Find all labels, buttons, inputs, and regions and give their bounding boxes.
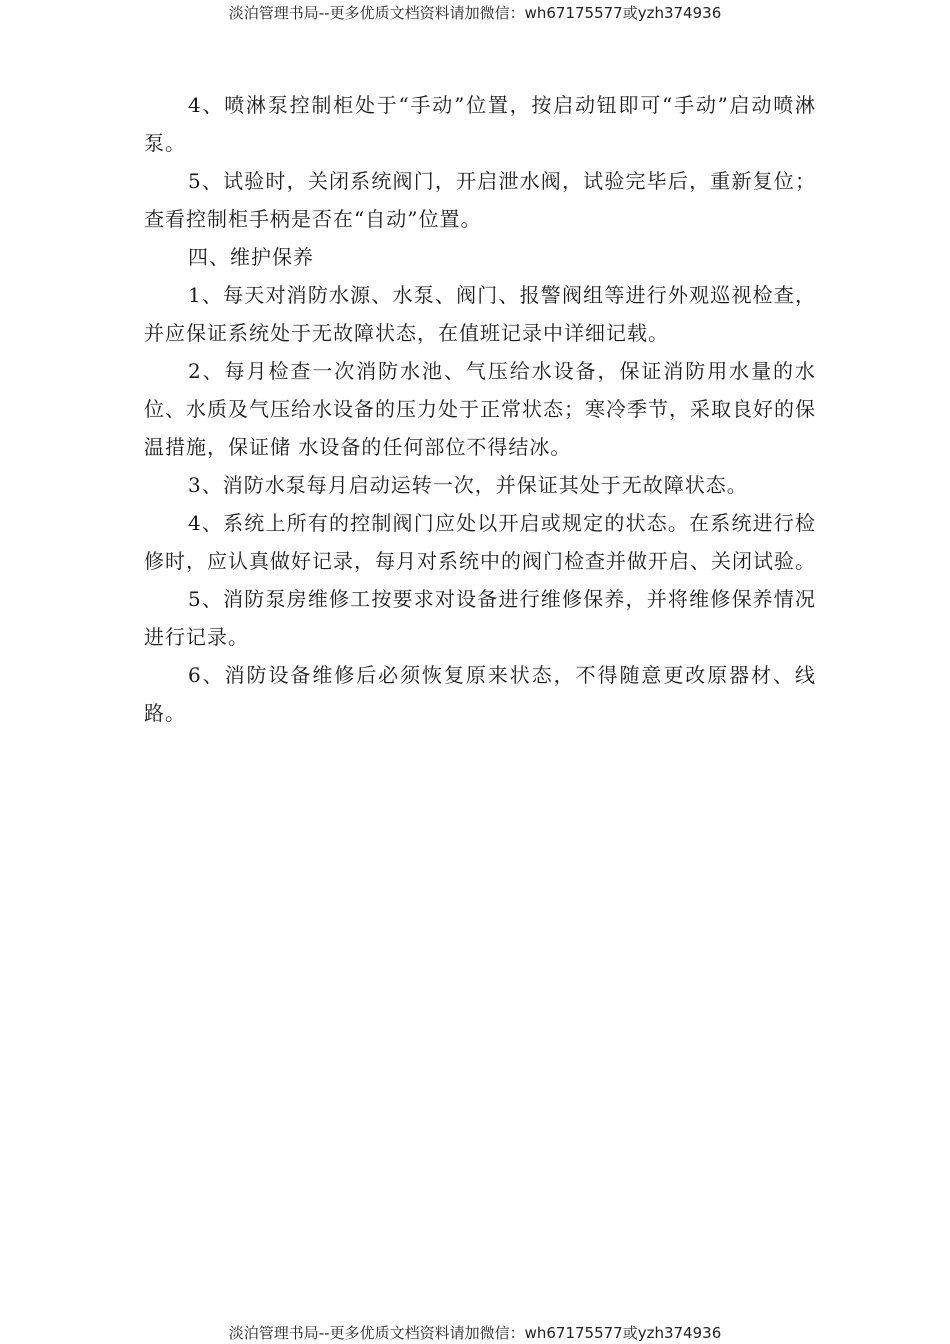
paragraph-monthly-check: 2、每月检查一次消防水池、气压给水设备，保证消防用水量的水位、水质及气压给水设备的压力处于正常状态；寒冷季节，采取良好的保温措施，保证储 水设备的任何部位不得结冰。 [144,359,816,459]
paragraph-pump-room-maintenance: 5、消防泵房维修工按要求对设备进行维修保养，并将维修保养情况进行记录。 [144,587,816,649]
page-header: 淡泊管理书局--更多优质文档资料请加微信：wh67175577或yzh374936 [228,4,722,22]
paragraph-pump-manual-start: 4、喷淋泵控制柜处于“手动”位置，按启动钮即可“手动”启动喷淋泵。 [144,93,816,155]
paragraph-valve-state: 4、系统上所有的控制阀门应处以开启或规定的状态。在系统进行检修时，应认真做好记录，每月对系统中的阀门检查并做开启、关闭试验。 [144,511,816,573]
paragraph-test-reset: 5、试验时，关闭系统阀门，开启泄水阀，试验完毕后，重新复位；查看控制柜手柄是否在“自动”位置。 [144,169,816,231]
document-body [144,86,816,732]
page-footer: 淡泊管理书局--更多优质文档资料请加微信：wh67175577或yzh374936 [228,1324,722,1342]
paragraph-restore-state: 6、消防设备维修后必须恢复原来状态，不得随意更改原器材、线路。 [144,663,816,725]
paragraph-pump-monthly-run: 3、消防水泵每月启动运转一次，并保证其处于无故障状态。 [188,473,748,497]
section-heading-maintenance: 四、维护保养 [188,245,314,269]
paragraph-daily-inspection: 1、每天对消防水源、水泵、阀门、报警阀组等进行外观巡视检查，并应保证系统处于无故障状态，在值班记录中详细记载。 [144,283,816,345]
